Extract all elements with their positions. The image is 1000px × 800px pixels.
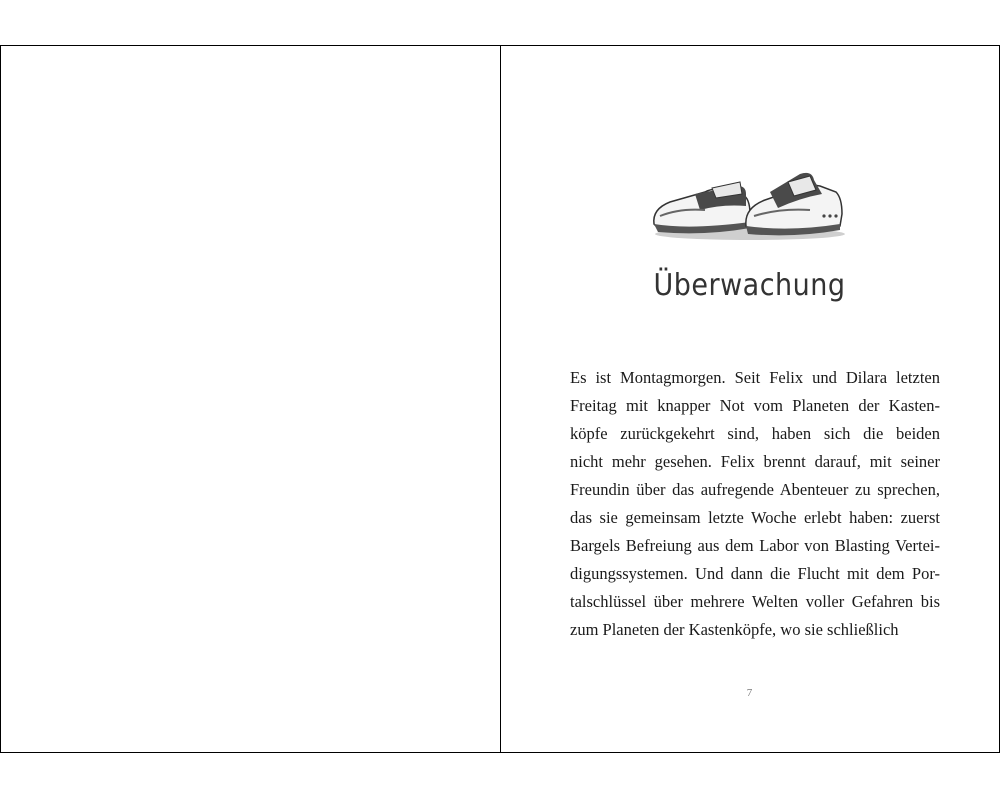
text-line: zum Planeten der Kastenköpfe, wo sie schließlich	[570, 620, 899, 639]
text-line: Bargels Befreiung aus dem Labor von Blasting Vertei-	[570, 536, 940, 555]
text-line: das sie gemeinsam letzte Woche erlebt haben: zuerst	[570, 508, 940, 527]
text-line: nicht mehr gesehen. Felix brennt darauf, mit seiner	[570, 452, 940, 471]
text-line: Freitag mit knapper Not vom Planeten der Kasten-	[570, 396, 940, 415]
text-line: Freundin über das aufregende Abenteuer zu sprechen,	[570, 480, 940, 499]
sneakers-illustration	[650, 164, 845, 244]
text-line: talschlüssel über mehrere Welten voller Gefahren bis	[570, 592, 940, 611]
book-spread	[0, 45, 1000, 753]
text-line: köpfe zurückgekehrt sind, haben sich die beiden	[570, 424, 940, 443]
page-number: 7	[746, 687, 753, 699]
right-page	[500, 46, 1000, 752]
left-page	[0, 46, 501, 752]
text-line: Es ist Montagmorgen. Seit Felix und Dilara letzten	[570, 368, 940, 387]
chapter-body-text	[570, 364, 940, 644]
chapter-title: Überwachung	[653, 268, 846, 303]
text-line: digungssystemen. Und dann die Flucht mit dem Por-	[570, 564, 940, 583]
